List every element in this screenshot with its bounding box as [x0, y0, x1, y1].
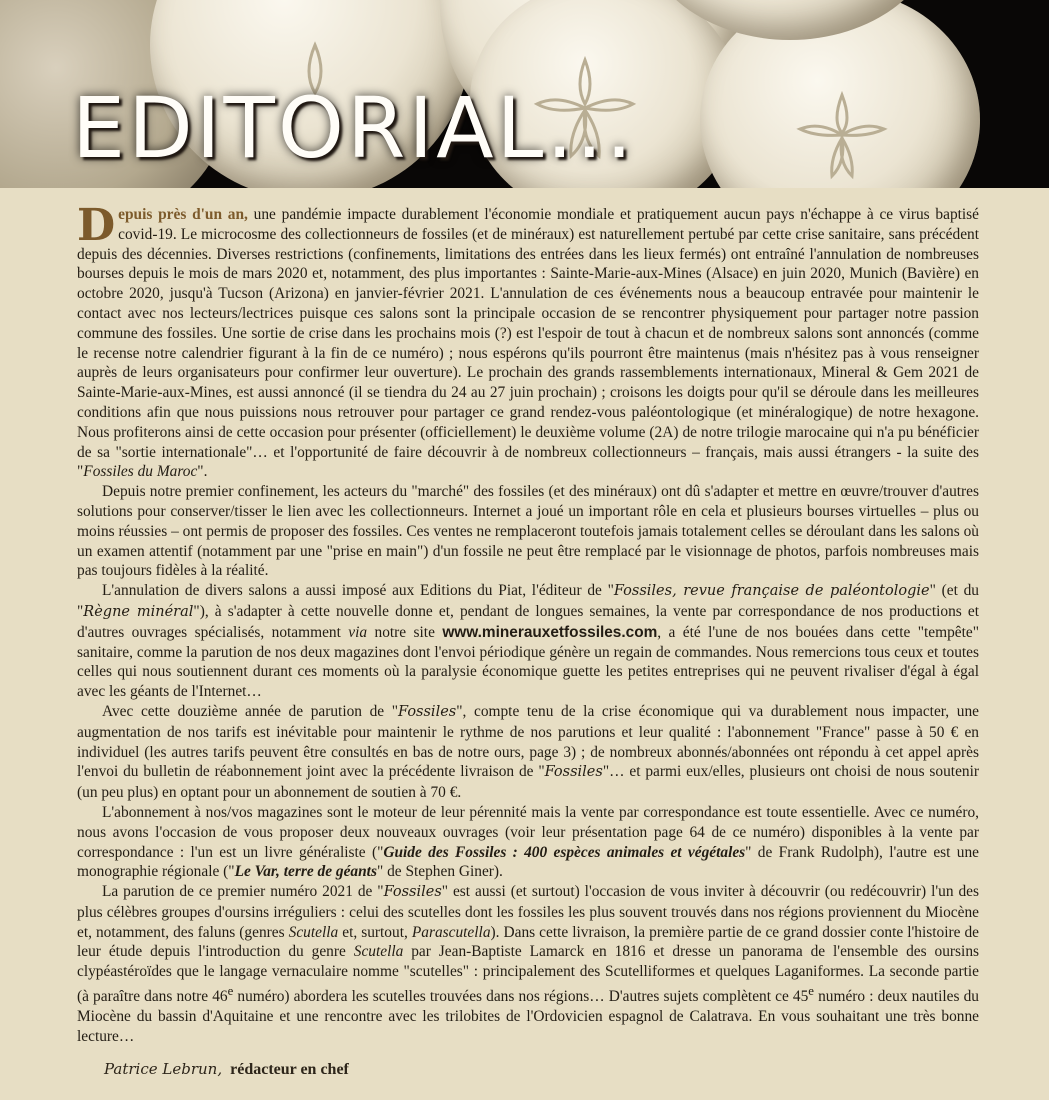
- paragraph-text: numéro) abordera les scutelles trouvées dans nos régions… D'autres sujets complètent ce 45: [233, 988, 809, 1006]
- paragraph: [77, 702, 979, 803]
- paragraph: [77, 581, 979, 702]
- book-title: Guide des Fossiles : 400 espèces animales et végétales: [383, 843, 746, 861]
- paragraph: [77, 803, 979, 882]
- book-title: Le Var, terre de géants: [234, 863, 377, 881]
- paragraph: [77, 200, 980, 482]
- paragraph-text: , a été l'une de nos bouées dans cette "tempête" sanitaire, comme la parution de nos deux magazines dont l'envoi périodique génère un regain de commandes. Nous remercions tous ceux et toutes celles qui nous soutiennent durant ces moments où la paralysie économique guette les petites entreprises qui ne peuvent rivaliser d'égal à égal avec les géants de l'Internet…: [77, 623, 979, 701]
- paragraph: [77, 882, 979, 1047]
- paragraph-text: ".: [197, 463, 208, 481]
- signature: [104, 1060, 349, 1079]
- book-title: Fossiles du Maroc: [83, 463, 198, 481]
- author-role: rédacteur en chef: [230, 1061, 349, 1078]
- author-name: Patrice Lebrun,: [104, 1060, 223, 1078]
- paragraph-text: notre site: [367, 623, 443, 641]
- paragraph-text: "), à s'adapter à cette nouvelle donne et, pendant de longues semaines, la vente par correspondance de nos productions et d'autres ouvrages spécialisés, notamment: [77, 602, 979, 641]
- paragraph-text: La parution de ce premier numéro 2021 de ": [102, 883, 384, 901]
- genus-name: Scutella: [288, 923, 339, 941]
- paragraph-text: numéro : deux nautiles du Miocène du bassin d'Aquitaine et une rencontre avec les trilobites de l'Ordovicien espagnol de Calatrava. En vous souhaitant une très bonne lecture…: [77, 988, 979, 1045]
- paragraph-text: "… et parmi eux/elles, plusieurs ont choisi de nous soutenir (un peu plus) en optant pour un abonnement de soutien à 70 €.: [77, 763, 980, 802]
- paragraph-text: " de Frank Rudolph), l'autre est une monographie régionale (": [77, 843, 979, 881]
- paragraph-text: une pandémie impacte durablement l'économie mondiale et pratiquement aucun pays n'échappe à ce virus baptisé covid-19. Le microcosme des collectionneurs de fossiles (et de minéraux) est naturellement pertubé par cette crise sanitaire, sans précédent depuis des décennies. Diverses restrictions (confinements, limitations des entrées dans les lieux fermés) ont entraîné l'annulation de nombreuses bourses depuis le mois de mars 2020 et, notamment, des plus importantes : Sainte-Marie-aux-Mines (Alsace) en juin 2020, Munich (Bavière) en octobre 2020, jusqu'à Tucson (Arizona) en janvier-février 2021. L'annulation de ces événements nous a beaucoup entravée pour maintenir le contact avec nos lecteurs/lectrices puisque ces salons sont la principale occasion de se rencontrer physiquement pour partager notre passion commune des fossiles. Une sortie de crise dans les prochains mois (?) est l'espoir de tout à chacun et de nombreux salons sont annoncés (comme le recense notre calendrier figurant à la fin de ce numéro) ; nous espérons qu'ils pourront être maintenus (mais n'hésitez pas à vous renseigner auprès de leurs organisateurs pour confirmer leur ouverture). Le prochain des grands rassemblements internationaux, Mineral & Gem 2021 de Sainte-Marie-aux-Mines, est aussi annoncé (il se tiendra du 24 au 27 juin prochain) ; croisons les doigts pour qu'il se déroule dans les meilleures conditions afin que nous puissions nous retrouver pour partager ce grand rendez-vous paléontologique (et minéralogique) de notre hexagone. Nous profiterons ainsi de cette occasion pour présenter (officiellement) le deuxième volume (2A) de notre trilogie marocaine qui n'a pu bénéficier de sa "sortie internationale"… et l'opportunité de faire découvrir à de nombreux collectionneurs – français, mais aussi étrangers - la suite des ": [77, 206, 980, 481]
- magazine-title: Fossiles: [383, 884, 442, 901]
- italic-word: via: [348, 623, 368, 641]
- ordinal-suffix: e: [227, 984, 234, 999]
- paragraph-text: " est aussi (et surtout) l'occasion de vous inviter à découvrir (ou redécouvrir) l'un des plus célèbres groupes d'oursins irréguliers : celui des scutelles dont les fossiles les plus souvent trouvés dans nos régions proviennent du Miocène et, notamment, des faluns (genres: [77, 883, 979, 941]
- paragraph-text: " de Stephen Giner).: [376, 863, 503, 881]
- paragraph-text: ", compte tenu de la crise économique qui va durablement nous impacter, une augmentation de nos tarifs est inévitable pour maintenir le rythme de nos parutions et leur qualité : l'abonnement "France" passe à 50 € en individuel (les autres tarifs peuvent être consultés en bas de notre ours, page 3) ; de nombreux abonnés/abonnées ont répondu à cet appel après l'envoi du bulletin de réabonnement joint avec la précédente livraison de ": [77, 702, 979, 781]
- genus-name: Scutella: [353, 943, 404, 961]
- page-title: EDITORIAL...: [72, 79, 636, 177]
- ordinal-suffix: e: [808, 984, 814, 999]
- paragraph-text: L'abonnement à nos/vos magazines sont le moteur de leur pérennité mais la vente par correspondance est toute essentielle. Avec ce numéro, nous avons l'occasion de vous proposer deux nouveaux ouvrages (voir leur présentation page 64 de ce numéro) disponibles à la vente par correspondance : l'un est un livre généraliste (": [77, 803, 979, 861]
- genus-name: Parascutella: [411, 923, 491, 941]
- paragraph-text: " (et du ": [77, 582, 979, 620]
- magazine-title: Fossiles, revue française de paléontologie: [613, 583, 930, 600]
- editorial-body: [77, 200, 980, 1047]
- paragraph-text: L'annulation de divers salons a aussi imposé aux Editions du Piat, l'éditeur de ": [102, 582, 614, 600]
- paragraph-text: ). Dans cette livraison, la première partie de ce grand dossier conte l'histoire de leur étude depuis l'introduction du genre: [77, 923, 979, 961]
- website-link[interactable]: www.minerauxetfossiles.com: [442, 623, 658, 641]
- paragraph-text: Avec cette douzième année de parution de ": [102, 702, 399, 720]
- header-banner: [0, 0, 1049, 188]
- paragraph-text: et, surtout,: [338, 923, 412, 941]
- paragraph-text: par Jean-Baptiste Lamarck en 1816 et dresse un panorama de l'ensemble des oursins clypéastéroïdes que le langage vernaculaire nomme "scutelles" : principalement des Scutelliformes et quelques Laganiformes. La seconde partie (à paraître dans notre 46: [77, 943, 979, 1006]
- magazine-title: Fossiles: [544, 764, 603, 781]
- dropcap: D: [77, 200, 116, 251]
- paragraph: Depuis notre premier confinement, les acteurs du "marché" des fossiles (et des minéraux) ont dû s'adapter et mettre en œuvre/trouver d'autres solutions pour conserver/tisser le lien avec les collectionneurs. Internet a joué un important rôle en cela et plusieurs bourses virtuelles – plus ou moins réussies – ont permis de proposer des fossiles. Ces ventes ne remplaceront toutefois jamais totalement celles se déroulant dans les salons où un examen attentif (notamment par une "prise en main") d'un fossile ne peut être remplacé par le visionnage de photos, parfois nombreuses mais pas toujours fidèles à la réalité.: [77, 483, 979, 580]
- magazine-title: Règne minéral: [83, 603, 194, 620]
- magazine-title: Fossiles: [398, 703, 457, 720]
- lead-in: epuis près d'un an,: [118, 206, 248, 223]
